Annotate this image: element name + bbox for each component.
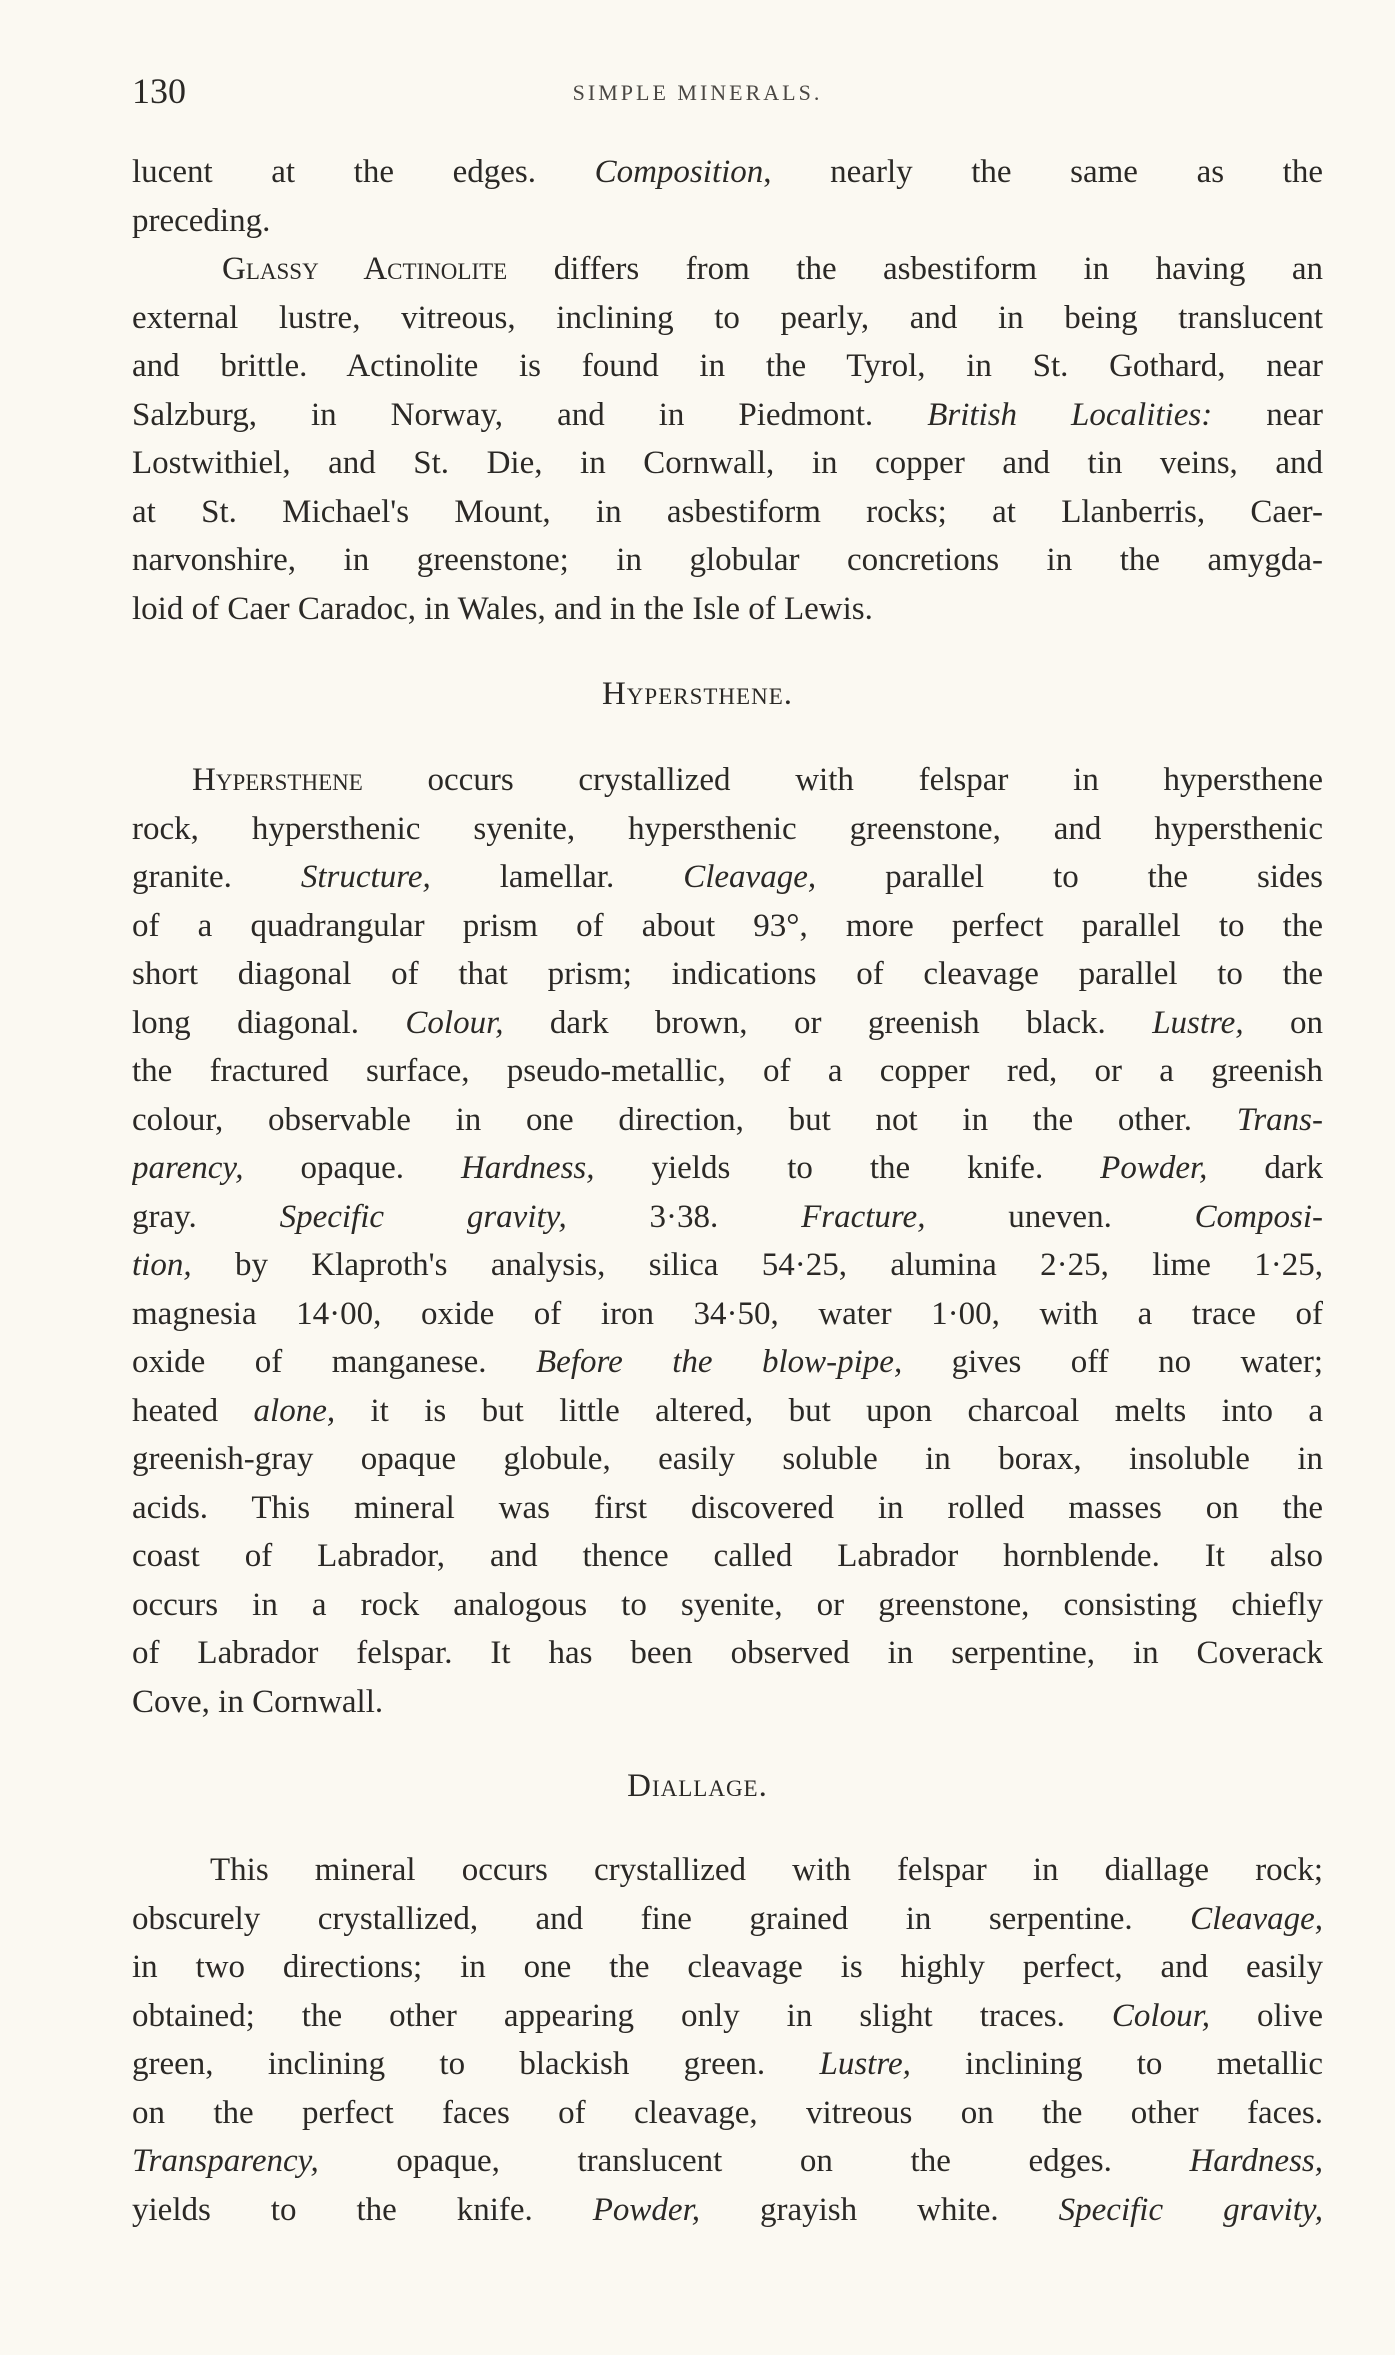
text-run: occurs in a rock analogous to syenite, or greenstone, consisting chiefly (132, 1586, 1323, 1623)
italic-term: Fracture, (801, 1198, 926, 1235)
text-run: it is but little altered, but upon charcoal melts into a (335, 1392, 1323, 1429)
text-run: narvonshire, in greenstone; in globular concretions in the amygda- (132, 542, 1323, 578)
text-line (132, 1678, 1323, 1727)
text-run: This mineral occurs crystallized with felspar in diallage rock; (210, 1852, 1323, 1888)
text-line (132, 2186, 1323, 2235)
text-line (132, 148, 1323, 197)
italic-term: Before the blow-pipe, (536, 1344, 903, 1380)
text-line (132, 1435, 1323, 1484)
text-run: yields to the knife. (132, 2191, 593, 2228)
text-run: Lostwithiel, and St. Die, in Cornwall, in copper and tin veins, and (132, 445, 1323, 481)
text-run: 3·38. (566, 1198, 802, 1235)
italic-term: Hardness, (460, 1150, 595, 1186)
text-run: near (1212, 396, 1323, 433)
paragraph-hypersthene (132, 756, 1323, 1726)
text-line (132, 1992, 1323, 2041)
text-run: gray. (132, 1198, 280, 1235)
text-run: of a quadrangular prism of about 93°, more perfect parallel to the (132, 907, 1323, 944)
text-run: obscurely crystallized, and fine grained in serpentine. (132, 1900, 1191, 1937)
text-line (132, 1144, 1323, 1193)
text-line (132, 1193, 1323, 1242)
text-line (132, 1943, 1323, 1992)
text-run: parallel to the sides (816, 859, 1323, 895)
text-run: yields to the knife. (594, 1150, 1101, 1186)
italic-term: Composi- (1194, 1198, 1323, 1235)
text-line (132, 805, 1323, 854)
text-run: Cove, in Cornwall. (132, 1683, 384, 1720)
text-line (132, 1532, 1323, 1581)
text-run: occurs crystallized with felspar in hypersthene (362, 762, 1323, 798)
paragraph-actinolite-end (132, 148, 1323, 245)
italic-term: Powder, (1100, 1150, 1208, 1186)
text-run: grayish white. (700, 2191, 1059, 2228)
text-line (132, 853, 1323, 902)
italic-term: Colour, (1111, 1997, 1211, 2034)
italic-term: Hardness, (1189, 2143, 1323, 2179)
text-run: heated (132, 1392, 254, 1429)
italic-term: Cleavage, (1190, 1900, 1323, 1937)
text-run: lamellar. (430, 859, 684, 895)
text-run: greenish-gray opaque globule, easily soluble in borax, insoluble in (132, 1441, 1323, 1477)
section-heading-diallage: Diallage. (627, 1768, 768, 1804)
text-run: loid of Caer Caradoc, in Wales, and in the Isle of Lewis. (132, 590, 873, 627)
text-run: long diagonal. (132, 1004, 406, 1041)
italic-term: tion, (132, 1247, 192, 1283)
section-heading-hypersthene: Hypersthene. (601, 676, 794, 712)
text-run: short diagonal of that prism; indications of cleavage parallel to the (132, 956, 1323, 992)
text-run: oxide of manganese. (132, 1344, 537, 1380)
text-run: of Labrador felspar. It has been observed in serpentine, in Coverack (132, 1635, 1323, 1671)
text-run: preceding. (132, 202, 271, 239)
text-line (132, 1096, 1323, 1145)
small-caps-term: Hypersthene (192, 762, 363, 798)
text-run: obtained; the other appearing only in slight traces. (132, 1997, 1112, 2034)
text-run: olive (1210, 1997, 1323, 2034)
italic-term: Lustre, (819, 2046, 911, 2082)
text-line (132, 197, 1323, 246)
text-run: uneven. (925, 1198, 1195, 1235)
text-run: coast of Labrador, and thence called Labrador hornblende. It also (132, 1538, 1323, 1574)
text-line (132, 1581, 1323, 1630)
text-line (132, 439, 1323, 488)
text-run: opaque, translucent on the edges. (318, 2143, 1190, 2179)
italic-term: British Localities: (927, 396, 1213, 433)
text-run: gives off no water; (902, 1344, 1323, 1380)
italic-term: Powder, (592, 2191, 701, 2228)
text-line (132, 950, 1323, 999)
italic-term: Specific gravity, (279, 1198, 567, 1235)
text-run: on the perfect faces of cleavage, vitreous on the other faces. (132, 2094, 1323, 2131)
text-run: differs from the asbestiform in having an (507, 251, 1323, 287)
text-line (132, 245, 1323, 294)
page-number: 130 (132, 71, 186, 111)
italic-term: alone, (253, 1392, 336, 1429)
italic-term: Trans- (1236, 1101, 1323, 1138)
italic-term: Composition (594, 154, 764, 190)
text-run: the fractured surface, pseudo-metallic, of a copper red, or a greenish (132, 1053, 1323, 1089)
text-line (132, 999, 1323, 1048)
text-line (132, 2137, 1323, 2186)
text-run: at St. Michael's Mount, in asbestiform rocks; at Llanberris, Caer- (132, 493, 1323, 530)
italic-term: Lustre, (1152, 1004, 1244, 1041)
text-run: and brittle. Actinolite is found in the Tyrol, in St. Gothard, near (132, 348, 1323, 384)
text-line (132, 1846, 1323, 1895)
italic-term: Colour, (405, 1004, 504, 1041)
text-line (132, 1484, 1323, 1533)
text-run: acids. This mineral was first discovered in rolled masses on the (132, 1489, 1323, 1526)
text-run: dark brown, or greenish black. (503, 1004, 1153, 1041)
text-line (132, 585, 1323, 634)
text-run: Salzburg, in Norway, and in Piedmont. (132, 396, 928, 433)
text-run: dark (1207, 1150, 1323, 1186)
italic-term: Structure, (300, 859, 431, 895)
running-head: SIMPLE MINERALS. (572, 80, 823, 105)
text-line (132, 2089, 1323, 2138)
text-line (132, 1290, 1323, 1339)
text-line (132, 488, 1323, 537)
text-run: lucent at the edges. (132, 154, 595, 190)
text-run: green, inclining to blackish green. (132, 2046, 820, 2082)
italic-term: Cleavage, (683, 859, 817, 895)
paragraph-diallage (132, 1846, 1323, 2234)
text-run: by Klaproth's analysis, silica 54·25, alumina 2·25, lime 1·25, (191, 1247, 1323, 1283)
italic-term: Specific gravity, (1058, 2191, 1323, 2228)
text-run: in two directions; in one the cleavage is highly perfect, and easily (132, 1949, 1323, 1985)
paragraph-glassy-actinolite (132, 245, 1323, 633)
text-line (132, 342, 1323, 391)
text-run: on (1243, 1004, 1323, 1041)
text-run: colour, observable in one direction, but not in the other. (132, 1101, 1237, 1138)
text-line (132, 756, 1323, 805)
text-line (132, 1338, 1323, 1387)
text-run: external lustre, vitreous, inclining to pearly, and in being translucent (132, 299, 1323, 336)
text-run: inclining to metallic (910, 2046, 1323, 2082)
text-line (132, 536, 1323, 585)
text-line (132, 1629, 1323, 1678)
small-caps-term: Glassy Actinolite (222, 251, 508, 287)
text-line (132, 2040, 1323, 2089)
text-line (132, 294, 1323, 343)
text-line (132, 391, 1323, 440)
italic-term: Transparency, (132, 2143, 319, 2179)
text-line (132, 902, 1323, 951)
text-run: rock, hypersthenic syenite, hypersthenic greenstone, and hypersthenic (132, 810, 1323, 847)
text-run: opaque. (243, 1150, 461, 1186)
text-run: , nearly the same as the (763, 154, 1323, 190)
italic-term: parency, (132, 1150, 244, 1186)
text-run: granite. (132, 859, 301, 895)
text-line (132, 1047, 1323, 1096)
text-line (132, 1241, 1323, 1290)
text-line (132, 1387, 1323, 1436)
text-run: magnesia 14·00, oxide of iron 34·50, water 1·00, with a trace of (132, 1295, 1323, 1332)
text-line (132, 1895, 1323, 1944)
